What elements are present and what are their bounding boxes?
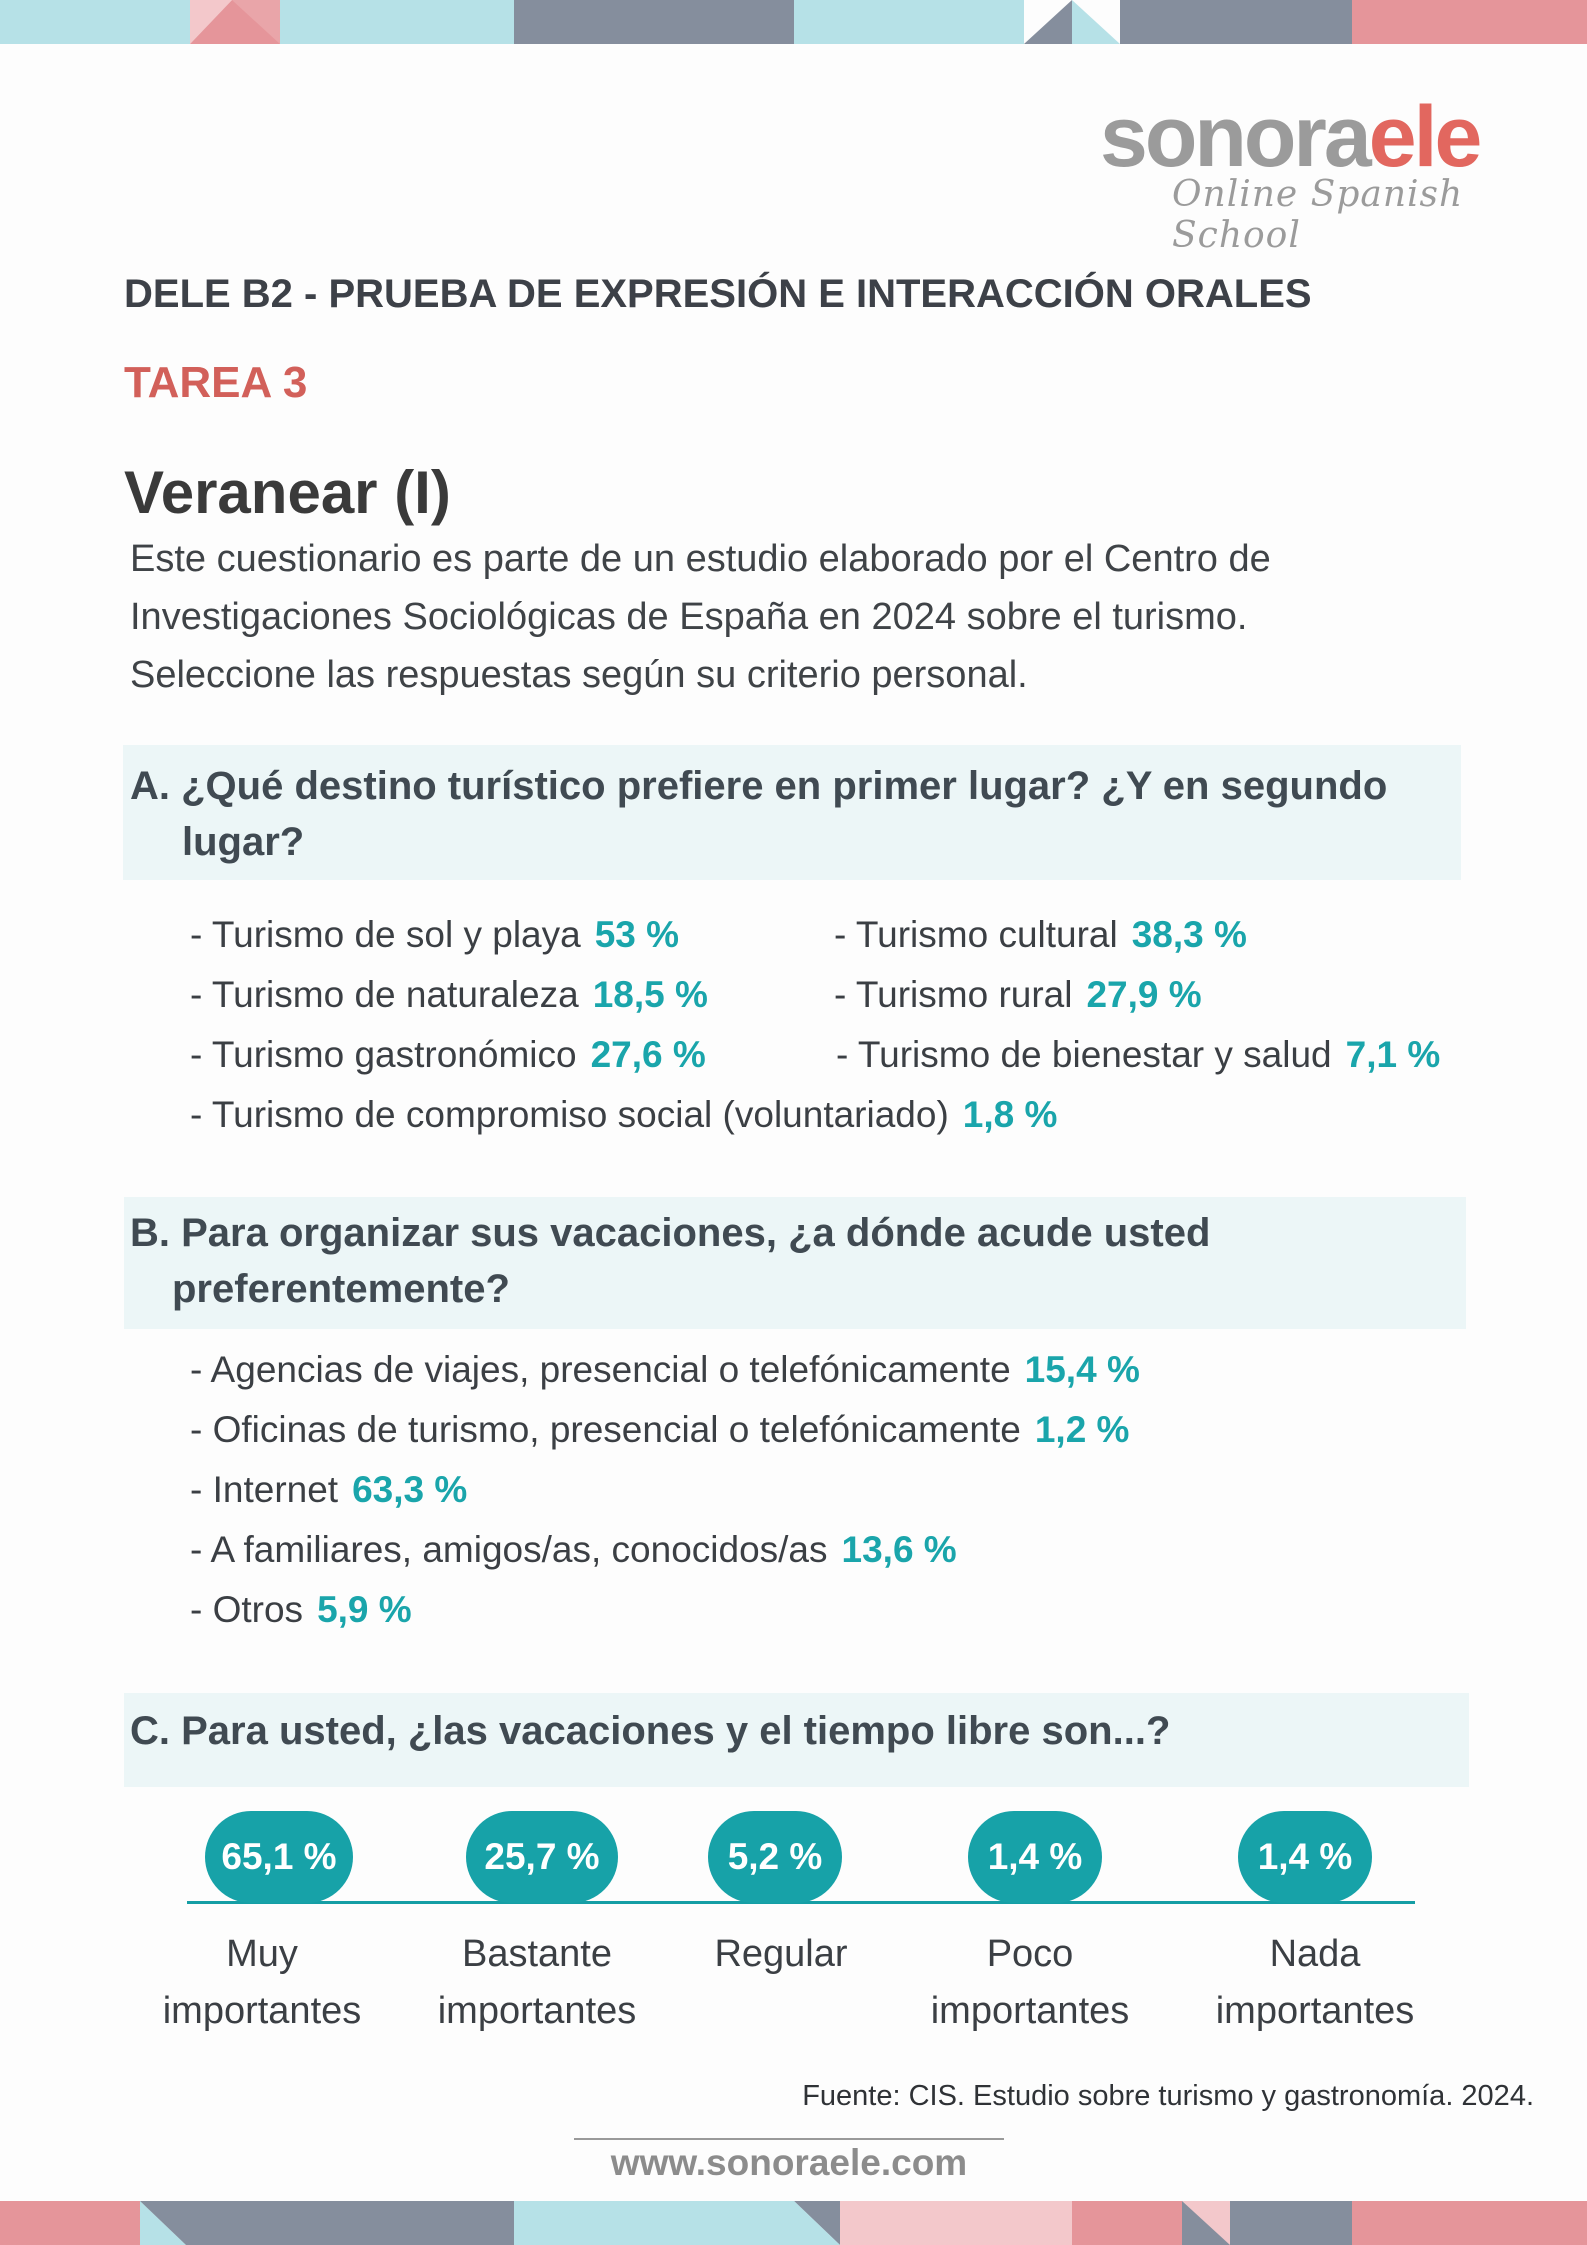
option-label: - Turismo de compromiso social (voluntariado) (190, 1094, 949, 1135)
option-percent: 18,5 % (592, 974, 708, 1015)
scale-label-line1: Nada (1269, 1933, 1361, 1975)
option-label: - Turismo gastronómico (190, 1034, 577, 1075)
option-a-4 (834, 974, 1202, 1016)
option-label: - Turismo de naturaleza (190, 974, 579, 1015)
option-a-1 (190, 914, 679, 956)
option-percent: 1,8 % (962, 1094, 1058, 1135)
option-percent: 63,3 % (352, 1469, 468, 1510)
logo-word-gray: sonora (1100, 89, 1369, 185)
source-citation: Fuente: CIS. Estudio sobre turismo y gastronomía. 2024. (802, 2080, 1534, 2112)
option-a-7 (190, 1094, 1057, 1136)
intro-paragraph: Este cuestionario es parte de un estudio elaborado por el Centro de Investigaciones Sociológicas de España en 2024 sobre el turismo. Seleccione las respuestas según su criterio personal. (130, 538, 1271, 696)
scale-label-line1: Poco (986, 1933, 1074, 1975)
question-a-line1: A. ¿Qué destino turístico prefiere en primer lugar? ¿Y en segundo (130, 764, 1388, 808)
brand-logo (1100, 89, 1550, 256)
scale-label-line2: importantes (930, 1990, 1130, 2032)
page-title: Veranear (I) (124, 459, 451, 526)
option-percent: 53 % (594, 914, 680, 955)
exam-heading: DELE B2 - PRUEBA DE EXPRESIÓN E INTERACCIÓN ORALES (124, 272, 1312, 316)
option-percent: 38,3 % (1131, 914, 1247, 955)
option-label: - A familiares, amigos/as, conocidos/as (190, 1529, 828, 1570)
question-a-line2: lugar? (182, 820, 305, 864)
bottom-band-pattern (0, 2201, 1587, 2245)
option-a-6 (836, 1034, 1440, 1076)
scale-label-line2: importantes (162, 1990, 362, 2032)
question-c-text: C. Para usted, ¿las vacaciones y el tiempo libre son...? (130, 1709, 1171, 1753)
option-percent: 15,4 % (1024, 1349, 1140, 1390)
option-percent: 5,9 % (317, 1589, 412, 1630)
scale-label-line1: Bastante (462, 1933, 612, 1975)
task-heading: TAREA 3 (124, 358, 308, 407)
option-label: - Oficinas de turismo, presencial o telefónicamente (190, 1409, 1021, 1450)
option-label: - Internet (190, 1469, 339, 1510)
top-decorative-band (0, 0, 1587, 44)
question-b-line2: preferentemente? (172, 1267, 510, 1311)
scale-label-line2: importantes (437, 1990, 637, 2032)
scale-label-3 (661, 1926, 901, 1983)
option-a-2 (834, 914, 1247, 956)
scale-label-2 (417, 1926, 657, 2040)
option-b-4 (190, 1529, 957, 1571)
scale-pill-5: 1,4 % (1238, 1811, 1372, 1903)
option-label: - Turismo de bienestar y salud (836, 1034, 1332, 1075)
scale-label-line1: Regular (714, 1933, 848, 1975)
option-percent: 13,6 % (841, 1529, 957, 1570)
footer-divider (574, 2138, 1004, 2140)
option-percent: 27,9 % (1086, 974, 1202, 1015)
logo-tagline: Online Spanish School (1172, 174, 1464, 256)
option-label: - Turismo de sol y playa (190, 914, 581, 955)
option-percent: 7,1 % (1345, 1034, 1441, 1075)
logo-word-red: ele (1368, 89, 1480, 185)
scale-label-1 (142, 1926, 382, 2040)
scale-pill-4: 1,4 % (968, 1811, 1102, 1903)
option-label: - Agencias de viajes, presencial o telefónicamente (190, 1349, 1011, 1390)
scale-label-line2: importantes (1215, 1990, 1415, 2032)
option-a-5 (190, 1034, 706, 1076)
scale-pill-2: 25,7 % (466, 1811, 618, 1903)
bottom-decorative-band (0, 2201, 1587, 2245)
option-percent: 1,2 % (1034, 1409, 1130, 1450)
logo-wordmark (1100, 89, 1480, 185)
option-a-3 (190, 974, 708, 1016)
option-label: - Turismo rural (834, 974, 1073, 1015)
website-link[interactable]: www.sonoraele.com (610, 2142, 968, 2183)
scale-label-4 (910, 1926, 1150, 2040)
option-percent: 27,6 % (590, 1034, 706, 1075)
scale-label-line1: Muy (226, 1933, 298, 1975)
top-band-pattern (0, 0, 1587, 44)
question-b-line1: B. Para organizar sus vacaciones, ¿a dónde acude usted (130, 1211, 1211, 1255)
scale-pill-1: 65,1 % (205, 1811, 353, 1903)
option-b-3 (190, 1469, 467, 1511)
option-label: - Otros (190, 1589, 304, 1630)
option-b-2 (190, 1409, 1129, 1451)
scale-label-5 (1195, 1926, 1435, 2040)
option-b-1 (190, 1349, 1140, 1391)
option-b-5 (190, 1589, 412, 1631)
scale-pill-3: 5,2 % (708, 1811, 842, 1903)
option-label: - Turismo cultural (834, 914, 1118, 955)
